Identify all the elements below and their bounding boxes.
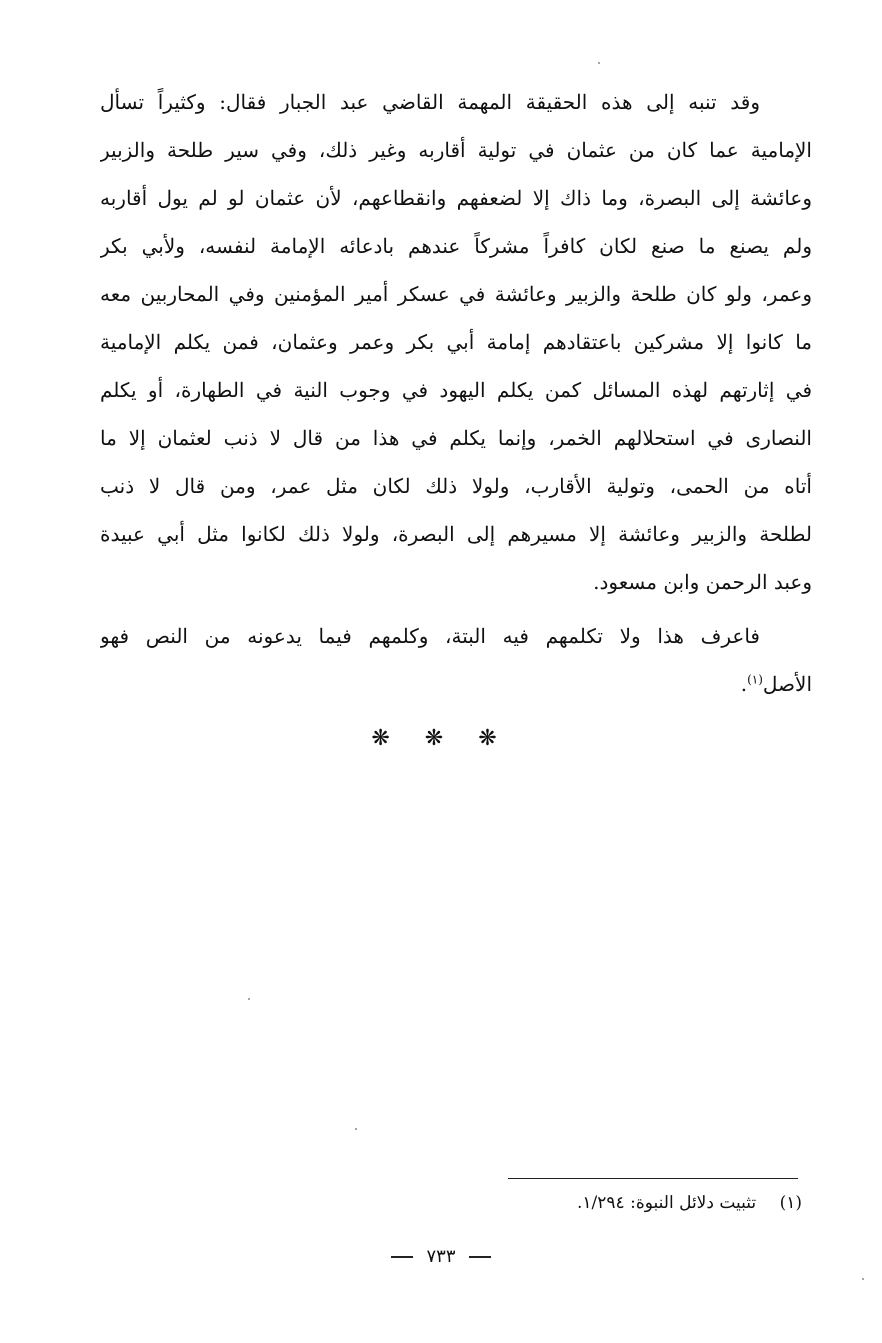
paragraph-1-line: أتاه من الحمى، وتولية الأقارب، ولولا ذلك لكان مثل عمر، ومن قال لا ذنب — [100, 474, 812, 498]
scan-speck — [598, 62, 600, 64]
scan-speck — [248, 998, 250, 1000]
footnote-number: (١) — [779, 1193, 802, 1213]
paragraph-2-last-word: الأصل — [762, 672, 812, 696]
paragraph-2-period: . — [740, 672, 748, 696]
paragraph-1-line: في إثارتهم لهذه المسائل كمن يكلم اليهود في وجوب النية في الطهارة، أو يكلم — [100, 378, 812, 402]
footnote-text: تثبيت دلائل النبوة: ١/٢٩٤. — [577, 1193, 757, 1213]
paragraph-1-line: ولم يصنع ما صنع لكان كافراً مشركاً عندهم بادعائه الإمامة لنفسه، ولأبي بكر — [100, 234, 812, 258]
paragraph-1-line: ما كانوا إلا مشركين باعتقادهم إمامة أبي بكر وعمر وعثمان، فمن يكلم الإمامية — [100, 330, 812, 354]
paragraph-1-line: وقد تنبه إلى هذه الحقيقة المهمة القاضي عبد الجبار فقال: وكثيراً تسأل — [100, 90, 760, 114]
paragraph-2 — [100, 612, 812, 708]
paragraph-1-line: لطلحة والزبير وعائشة إلا مسيرهم إلى البصرة، ولولا ذلك لكانوا مثل أبي عبيدة — [100, 522, 812, 546]
paragraph-1-line: وعمر، ولو كان طلحة والزبير وعائشة في عسكر أمير المؤمنين وفي المحاربين معه — [100, 282, 812, 306]
scan-speck — [862, 1278, 864, 1280]
scan-speck — [355, 1128, 357, 1130]
footnote-divider — [508, 1178, 798, 1179]
paragraph-2-line: فاعرف هذا ولا تكلمهم فيه البتة، وكلمهم فيما يدعونه من النص فهو — [100, 624, 760, 648]
page-number-container — [0, 1246, 882, 1267]
paragraph-1-line: النصارى في استحلالهم الخمر، وإنما يكلم في هذا من قال لا ذنب لعثمان إلا ما — [100, 426, 812, 450]
paragraph-1-line: الإمامية عما كان من عثمان في تولية أقاربه وغير ذلك، وفي سير طلحة والزبير — [100, 138, 812, 162]
paragraph-2-line-end — [100, 660, 812, 708]
paragraph-1-line: وعائشة إلى البصرة، وما ذاك إلا لضعفهم وانقطاعهم، لأن عثمان لو لم يول أقاربه — [100, 186, 812, 210]
page-number: ٧٣٣ — [426, 1246, 456, 1267]
footnote-reference[interactable]: (١) — [747, 672, 763, 687]
main-text — [100, 78, 812, 708]
section-separator: ❋ ❋ ❋ — [371, 726, 511, 751]
paragraph-1-line: وعبد الرحمن وابن مسعود. — [593, 570, 812, 594]
footnote — [577, 1193, 802, 1213]
page-number-dash — [469, 1256, 491, 1258]
page-number-dash — [391, 1256, 413, 1258]
